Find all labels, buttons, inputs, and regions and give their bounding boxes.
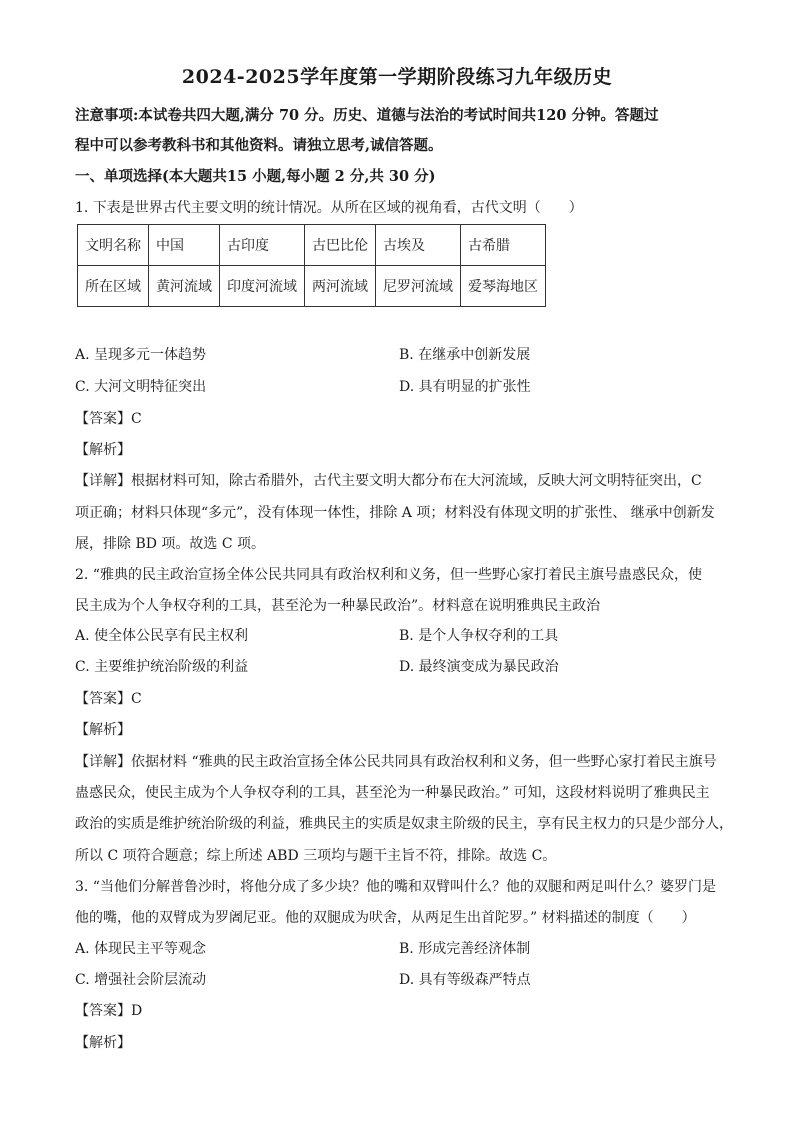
q3-stem-line: 他的嘴，他的双臂成为罗阇尼亚。他的双腿成为吠舍，从两足生出首陀罗。” 材料描述的制度（ ） [75, 910, 696, 926]
q2-option-a: A. 使全体公民享有民主权利 [75, 628, 249, 644]
q2-detail-line: 所以 C 项符合题意；综上所述 ABD 三项均与题干主旨不符，排除。故选 C。 [75, 848, 557, 864]
q2-detail-line: 政治的实质是维护统治阶级的利益，雅典民主的实质是奴隶主阶级的民主，享有民主权力的只是少部分人， [75, 816, 733, 832]
q3-option-d: D. 具有等级森严特点 [399, 972, 531, 988]
q2-detail-line: 【详解】依据材料 “雅典的民主政治宣扬全体公民共同具有政治权利和义务，但一些野心家打着民主旗号 [75, 754, 717, 770]
q2-option-d: D. 最终演变成为暴民政治 [399, 659, 559, 675]
table-row [78, 225, 546, 266]
section-heading: 一、单项选择(本大题共15 小题,每小题 2 分,共 30 分) [75, 168, 436, 185]
q2-option-b: B. 是个人争权夺利的工具 [399, 628, 559, 644]
table-cell: 印度河流域 [220, 266, 305, 307]
q1-detail-line: 项正确；材料只体现“多元”，没有体现一体性，排除 A 项；材料没有体现文明的扩张性、 继承中创新发 [75, 505, 715, 521]
notice-line-2: 程中可以参考教科书和其他资料。请独立思考,诚信答题。 [75, 137, 443, 154]
q1-option-c: C. 大河文明特征突出 [75, 379, 207, 395]
q2-stem-line: 民主成为个人争权夺利的工具，甚至沦为一种暴民政治”。材料意在说明雅典民主政治 [75, 598, 601, 614]
civilization-table [77, 224, 546, 307]
table-cell: 古印度 [220, 225, 305, 266]
q1-option-b: B. 在继承中创新发展 [399, 347, 531, 363]
table-cell: 文明名称 [78, 225, 149, 266]
table-row [78, 266, 546, 307]
table-cell: 尼罗河流域 [376, 266, 461, 307]
q1-detail-line: 展，排除 BD 项。故选 C 项。 [75, 536, 266, 552]
q1-detail-line: 【详解】根据材料可知，除古希腊外，古代主要文明大都分布在大河流域，反映大河文明特征突出，C [75, 473, 702, 489]
q2-detail-line: 蛊惑民众，使民主成为个人争权夺利的工具，甚至沦为一种暴民政治。” 可知，这段材料说明了雅典民主 [75, 785, 710, 801]
q3-stem-line: 3. “当他们分解普鲁沙时，将他分成了多少块？他的嘴和双臂叫什么？他的双腿和两足叫什么？婆罗门是 [75, 879, 716, 895]
q3-answer: 【答案】D [75, 1003, 143, 1019]
q1-answer: 【答案】C [75, 411, 142, 427]
q2-analysis: 【解析】 [75, 722, 131, 738]
table-cell: 爱琴海地区 [461, 266, 546, 307]
q3-option-b: B. 形成完善经济体制 [399, 941, 531, 957]
q1-stem: 1. 下表是世界古代主要文明的统计情况。从所在区域的视角看，古代文明（ ） [75, 200, 583, 216]
table-cell: 古希腊 [461, 225, 546, 266]
q2-option-c: C. 主要维护统治阶级的利益 [75, 659, 249, 675]
notice-line-1: 注意事项:本试卷共四大题,满分 70 分。历史、道德与法治的考试时间共120 分钟。答题过 [75, 107, 659, 124]
table-cell: 所在区域 [78, 266, 149, 307]
table-cell: 古巴比伦 [305, 225, 376, 266]
table-cell: 古埃及 [376, 225, 461, 266]
q3-option-c: C. 增强社会阶层流动 [75, 972, 207, 988]
q1-option-a: A. 呈现多元一体趋势 [75, 347, 207, 363]
q1-analysis: 【解析】 [75, 442, 131, 458]
page-title: 2024-2025学年度第一学期阶段练习九年级历史 [181, 66, 613, 88]
table-cell: 两河流域 [305, 266, 376, 307]
q1-option-d: D. 具有明显的扩张性 [399, 379, 531, 395]
table-cell: 黄河流域 [149, 266, 220, 307]
q3-option-a: A. 体现民主平等观念 [75, 941, 207, 957]
q2-stem-line: 2. “雅典的民主政治宣扬全体公民共同具有政治权利和义务，但一些野心家打着民主旗号蛊惑民众，使 [75, 567, 702, 583]
table-cell: 中国 [149, 225, 220, 266]
q2-answer: 【答案】C [75, 691, 142, 707]
q3-analysis: 【解析】 [75, 1035, 131, 1051]
